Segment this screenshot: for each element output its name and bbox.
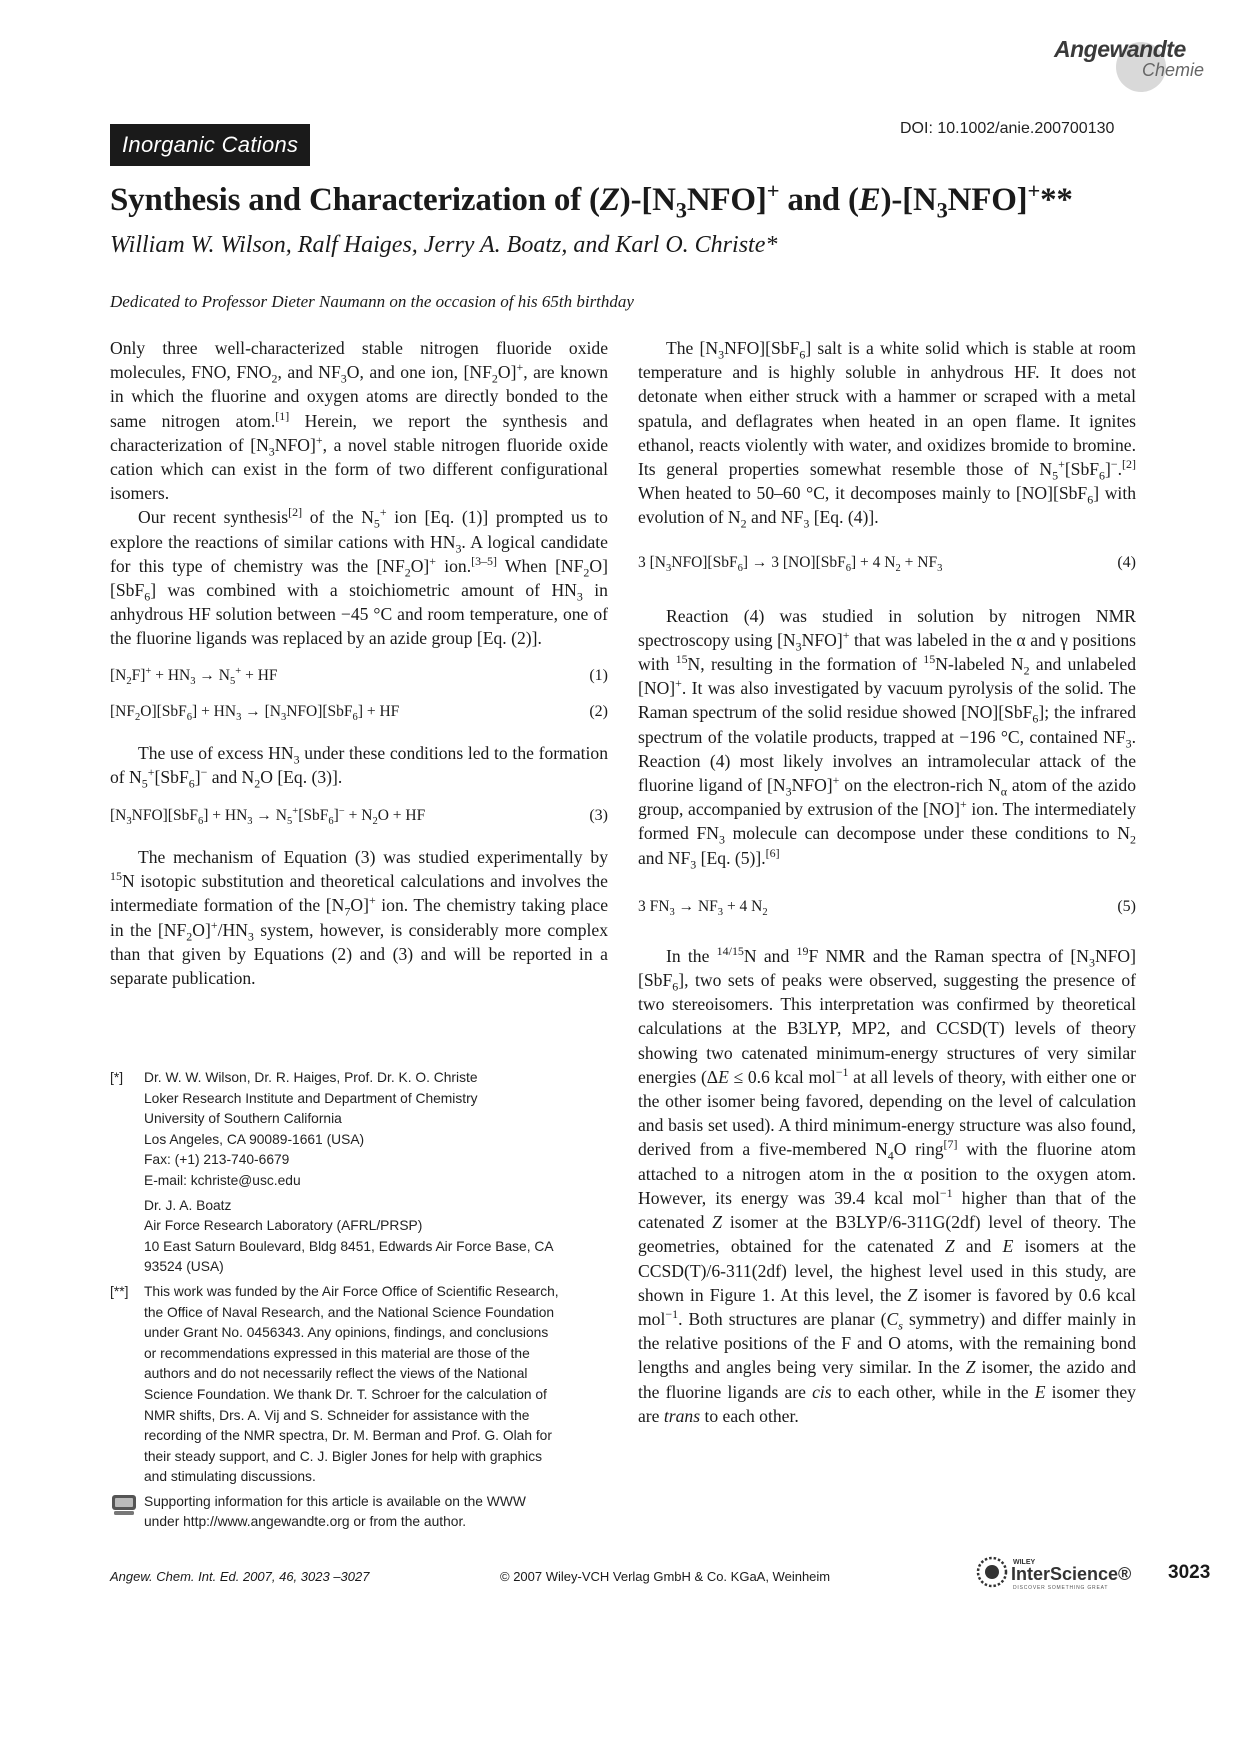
footnote-line: recording of the NMR spectra, Dr. M. Berman and Prof. G. Olah for	[144, 1428, 552, 1444]
equation-2: $[NF_2O][SbF_6] + HN_3 \to [N_3NFO][SbF_6]$ + HF (2)	[110, 702, 608, 723]
logo-main-text: Angewandte	[1054, 36, 1186, 62]
footnote-line: Air Force Research Laboratory (AFRL/PRSP)	[144, 1218, 423, 1234]
acknowledgment-footnote	[110, 1282, 608, 1488]
equation-4: 3 $[N_3NFO][SbF_6] \to 3$ [NO][SbF$_6$] + 4 $N_2 + NF_3$ (4)	[638, 553, 1136, 574]
footnote-mark: [*]	[110, 1070, 124, 1085]
right-column	[638, 336, 1136, 1428]
journal-logo	[1054, 32, 1214, 92]
footnote-line: Dr. J. A. Boatz	[144, 1197, 232, 1213]
paragraph: Our recent synthesis[2] of the $N_5^+$ ion [Eq. (1)] prompted us to explore the reactions of similar cations with $HN_3$. A logical candidate for this type of chemistry was the $[NF_2O]^+$ ion.[3–5] When $[NF_2O][SbF_6]$ was combined with a stoichiometric amount of $HN_3$ in anhydrous HF solution between −45 °C and room temperature, one of the fluorine ligands was replaced by an azide group [Eq. (2)].	[110, 505, 608, 649]
footnote-line: NMR shifts, Drs. A. Vij and S. Schneider for assistance with the	[144, 1407, 530, 1423]
footnote-line: Los Angeles, CA 90089-1661 (USA)	[144, 1131, 365, 1147]
authors: William W. Wilson, Ralf Haiges, Jerry A. Boatz, and Karl O. Christe*	[110, 232, 778, 258]
equation-number: (2)	[589, 702, 608, 720]
footnote-line: Fax: (+1) 213-740-6679	[144, 1152, 290, 1168]
publisher-small: WILEY	[1013, 1559, 1036, 1566]
paragraph: Only three well-characterized stable nitrogen fluoride oxide molecules, FNO, $FNO_2$, and $NF_3O$, and one ion, $[NF_2O]^+$, are known in which the fluorine and oxygen atoms are directly bonded to the same nitrogen atom.[1] Herein, we report the synthesis and characterization of $[N_3NFO]^+$, a novel stable nitrogen fluoride oxide cation which can exist in the form of two different configurational isomers.	[110, 338, 609, 504]
equation-number: (4)	[1117, 553, 1136, 571]
logo-sub-text: Chemie	[1142, 60, 1205, 80]
footnote-line: Supporting information for this article is available on the WWW	[144, 1493, 526, 1509]
equation-5: 3 $FN_3 \to NF_3 + 4$ $N_2$ (5)	[638, 897, 1136, 918]
supporting-info-link[interactable]: under http://www.angewandte.org or from the author.	[144, 1514, 467, 1530]
left-column	[110, 336, 608, 990]
equation-number: (3)	[589, 807, 608, 825]
footnote-line: Dr. W. W. Wilson, Dr. R. Haiges, Prof. Dr. K. O. Christe	[144, 1070, 478, 1085]
equation-number: (5)	[1117, 897, 1136, 915]
footnote-line: the Office of Naval Research, and the National Science Foundation	[144, 1304, 555, 1320]
supporting-info	[110, 1492, 608, 1533]
footnote-line: their steady support, and C. J. Bigler Jones for help with graphics	[144, 1448, 543, 1464]
footnote-line: and stimulating discussions.	[144, 1469, 316, 1485]
paragraph: The $[N_3NFO][SbF_6]$ salt is a white solid which is stable at room temperature and is highly soluble in anhydrous HF. It does not detonate when either struck with a hammer or scraped with a metal spatula, and deflagrates when heated in an open flame. It ignites ethanol, reacts violently with water, and oxidizes bromide to bromine. Its general properties somewhat resemble those of $N_5^+[SbF_6]^-.[2]$ When heated to 50–60 °C, it decomposes mainly to [NO][SbF$_6$] with evolution of $N_2$ and $NF_3$ [Eq. (4)].	[638, 338, 1137, 531]
computer-icon	[110, 1494, 138, 1516]
equation-1: $[N_2F]^+ + HN_3 \to N_5^+$ + HF (1)	[110, 665, 608, 687]
footnotes	[110, 1068, 608, 1533]
footnote-line: University of Southern California	[144, 1111, 342, 1127]
footnote-line: under Grant No. 0456343. Any opinions, findings, and conclusions	[144, 1325, 549, 1341]
footnote-line: or recommendations expressed in this material are those of the	[144, 1345, 530, 1361]
article-title: Synthesis and Characterization of $(Z)-[N_3NFO]^+$ and $(E)-[N_3NFO]^+**$	[110, 178, 1073, 223]
footnote-line: 93524 (USA)	[144, 1259, 224, 1275]
equation-number: (1)	[589, 666, 608, 684]
wiley-interscience-logo	[975, 1552, 1150, 1592]
section-banner: Inorganic Cations	[110, 124, 310, 166]
email-link[interactable]: E-mail: kchriste@usc.edu	[144, 1172, 301, 1188]
copyright: © 2007 Wiley-VCH Verlag GmbH & Co. KGaA, Weinheim	[500, 1569, 831, 1584]
footnote-line: Loker Research Institute and Department of Chemistry	[144, 1090, 478, 1106]
journal-citation: Angew. Chem. Int. Ed. 2007, 46, 3023 –3027	[110, 1569, 370, 1584]
page-number: 3023	[1168, 1562, 1211, 1583]
publisher-name: InterScience®	[1011, 1564, 1132, 1584]
publisher-tagline: DISCOVER SOMETHING GREAT	[1013, 1585, 1109, 1591]
affiliation-footnote	[110, 1068, 608, 1278]
footnote-mark: [**]	[110, 1283, 129, 1299]
paragraph: In the $^{14/15}$N and $^{19}$F NMR and the Raman spectra of $[N_3NFO][SbF_6]$, two sets of peaks were observed, suggesting the presence of two stereoisomers. This interpretation was confirmed by theoretical calculations at the B3LYP, MP2, and CCSD(T) levels of theory showing two catenated minimum-energy structures of very similar energies (ΔE ≤ 0.6 kcal mol$^{-1}$ at all levels of theory, with either one or the other isomer being favored, depending on the level of calculation and basis set used). A third minimum-energy structure was also found, derived from a five-membered $N_4O$ ring[7] with the fluorine atom attached to a nitrogen atom in the α position to the oxygen atom. However, its energy was 39.4 kcal mol$^{-1}$ higher than that of the catenated Z isomer at the B3LYP/6-311G(2df) level of theory. The geometries, obtained for the catenated Z and E isomers at the CCSD(T)/6-311(2df) level, the highest level used in this study, are shown in Figure 1. At this level, the Z isomer is favored by 0.6 kcal mol$^{-1}$. Both structures are planar ($C_s$ symmetry) and differ mainly in the relative positions of the F and O atoms, with the remaining bond lengths and angles being very similar. In the Z isomer, the azido and the fluorine ligands are cis to each other, while in the E isomer they are trans to each other.	[638, 944, 1137, 1426]
equation-3: $[N_3NFO][SbF_6] + HN_3 \to N_5^+[SbF_6]^- + N_2O$ + HF (3)	[110, 805, 608, 828]
paragraph: The use of excess $HN_3$ under these conditions led to the formation of $N_5^+[SbF_6]^-$ and $N_2O$ [Eq. (3)].	[110, 742, 608, 791]
doi[interactable]: DOI: 10.1002/anie.200700130	[900, 120, 1115, 137]
footnote-line: Science Foundation. We thank Dr. T. Schroer for the calculation of	[144, 1386, 547, 1402]
paragraph: The mechanism of Equation (3) was studied experimentally by $^{15}$N isotopic substitution and theoretical calculations and involves the intermediate formation of the $[N_7O]^+$ ion. The chemistry taking place in the $[NF_2O]^+/HN_3$ system, however, is considerably more complex than that given by Equations (2) and (3) and will be reported in a separate publication.	[110, 847, 609, 989]
footnote-line: This work was funded by the Air Force Office of Scientific Research,	[144, 1283, 559, 1299]
dedication: Dedicated to Professor Dieter Naumann on the occasion of his 65th birthday	[110, 292, 634, 311]
footnote-line: 10 East Saturn Boulevard, Bldg 8451, Edwards Air Force Base, CA	[144, 1238, 554, 1254]
footnote-line: authors and do not necessarily reflect the views of the National	[144, 1366, 528, 1382]
paragraph: Reaction (4) was studied in solution by nitrogen NMR spectroscopy using $[N_3NFO]^+$ that was labeled in the α and γ positions with $^{15}$N, resulting in the formation of $^{15}$N-labeled $N_2$ and unlabeled [NO]+. It was also investigated by vacuum pyrolysis of the solid. The Raman spectrum of the solid residue showed [NO][SbF$_6$]; the infrared spectrum of the volatile products, trapped at −196 °C, contained $NF_3$. Reaction (4) most likely involves an intramolecular attack of the fluorine ligand of $[N_3NFO]^+$ on the electron-rich $N_\alpha$ atom of the azido group, accompanied by extrusion of the [NO]+ ion. The intermediately formed $FN_3$ molecule can decompose under these conditions to $N_2$ and $NF_3$ [Eq. (5)].[6]	[638, 605, 1136, 872]
